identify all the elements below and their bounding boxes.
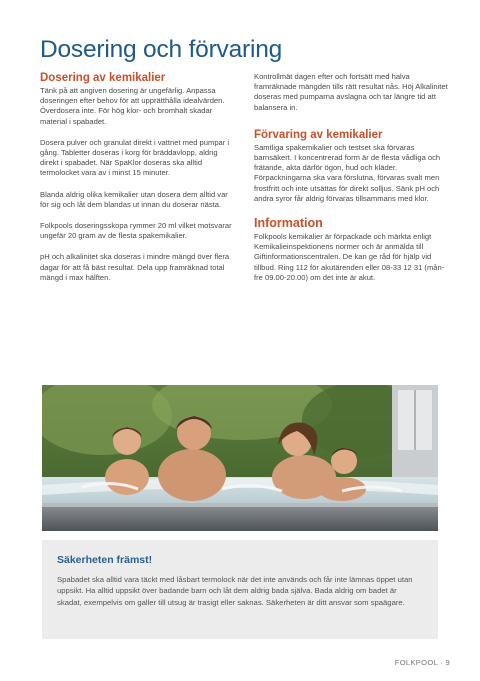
dosing-continued-paragraph: Kontrollmät dagen efter och fortsätt med halva framräknade mängden tills rätt resultat nås. Höj Alkalinitet doseras med pumparna avslagna och tar längre tid att balansera in.	[254, 72, 448, 112]
dosing-paragraph: Dosera pulver och granulat direkt i vattnet med pumpar i gång. Tabletter doseras i korg för bräddavlopp, aldrig direkt i spabadet. När SpaKlor doseras ska alltid termolocket vara av i minst 15 minuter.	[40, 137, 230, 178]
family-hot-tub-photo	[42, 385, 438, 531]
dosing-heading: Dosering av kemikalier	[40, 72, 166, 84]
dosing-paragraph: pH och alkalinitet ska doseras i mindre mängd över flera dagar för att få bäst resultat. Dela upp framräknad total mängd i max hälften.	[40, 252, 230, 282]
information-paragraph: Folkpools kemikalier är förpackade och märkta enligt Kemikalieinspektionens normer och är anmälda till Giftinformationscentralen. De kan ge råd för hjälp vid tillbud. Ring 112 för akutärenden eller 08-33 12 31 (mån-fre 09.00-20.00) om det inte är akut.	[254, 232, 445, 282]
safety-title: Säkerheten främst!	[57, 554, 153, 566]
dosing-paragraph: Folkpools doseringsskopa rymmer 20 ml vilket motsvarar ungefär 20 gram av de flesta spakemikalier.	[40, 221, 232, 241]
dosing-paragraph: Blanda aldrig olika kemikalier utan dosera dem alltid var för sig och låt dem blandas ut innan du doserar nästa.	[40, 189, 228, 209]
storage-paragraph: Samtliga spakemikalier och testset ska förvaras barnsäkert. I koncentrerad form är de flesta vådliga och frätande, akta därför ögon, hud och kläder. Förpackningarna ska vara förslutna, förvaras svalt men frostfritt och inte utsättas för direkt solljus. Sänk pH och andra syror får aldrig förvaras tillsammans med klor.	[254, 142, 441, 203]
page-title: Dosering och förvaring	[40, 36, 283, 63]
information-heading: Information	[254, 216, 323, 231]
dosing-paragraph: Tänk på att angiven dosering är ungefärlig. Anpassa doseringen efter behov för att upprätthålla idealvärden. Överdosera inte. För hög klor- och bromhalt skadar material i spabadet.	[40, 86, 225, 126]
safety-box	[42, 540, 438, 639]
storage-heading: Förvaring av kemikalier	[254, 128, 383, 141]
safety-text: Spabadet ska alltid vara täckt med låsbart termolock när det inte används och får inte lämnas öppet utan uppsikt. Ha alltid uppsikt över badande barn och låt dem aldrig bada själva. Bada aldrig om badet är skadat, exempelvis om galler till utsug är trasigt eller saknas. Säkerheten är ditt ansvar som spaägare.	[57, 575, 413, 607]
page-footer: FOLKPOOL · 9	[394, 658, 450, 667]
right-column	[254, 72, 450, 294]
left-column	[40, 72, 236, 294]
